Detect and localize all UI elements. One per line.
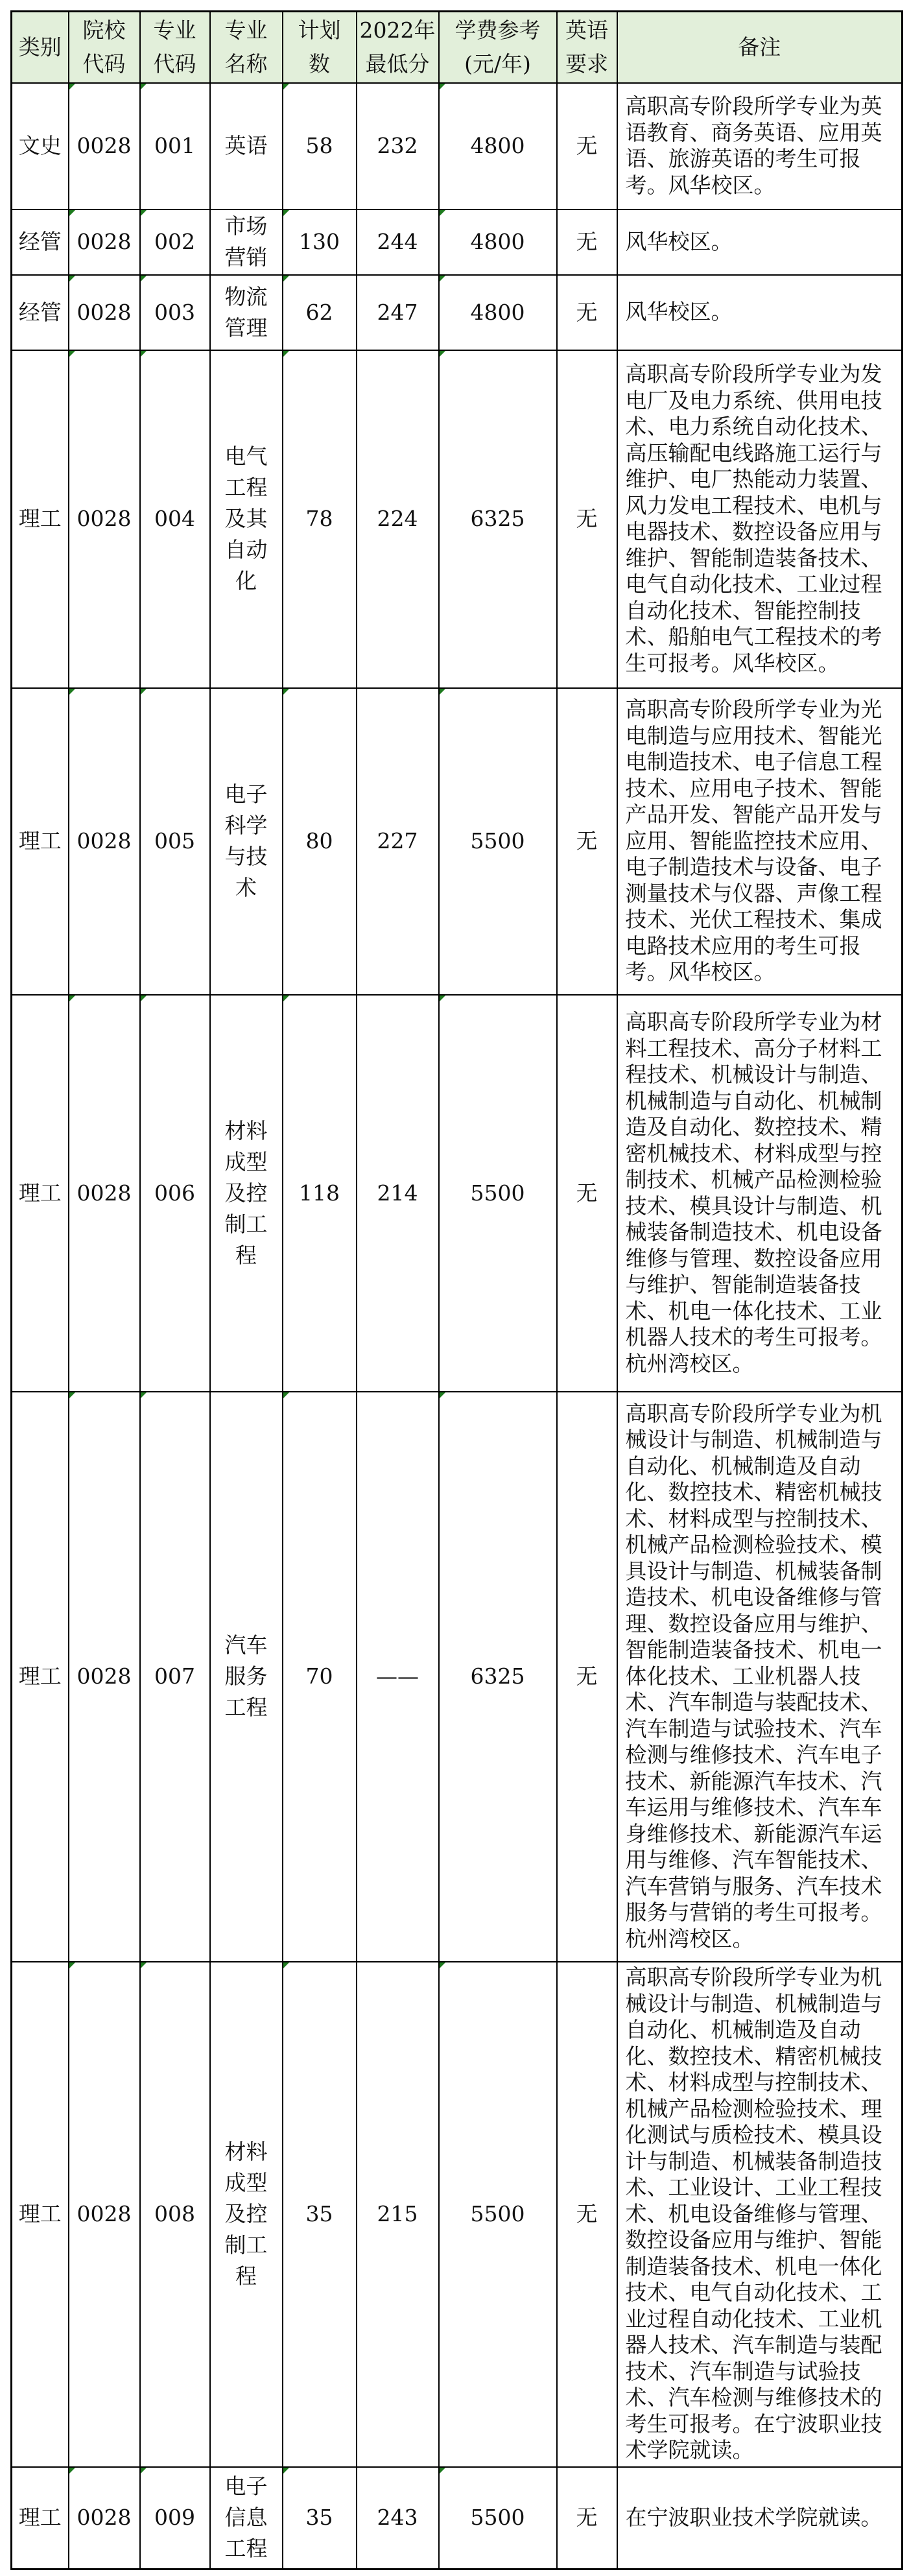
cell-min-score: 227 <box>357 688 439 995</box>
cell-major-code: 001 <box>140 83 210 209</box>
cell-major-code: 009 <box>140 2467 210 2570</box>
cell-tuition: 5500 <box>439 995 557 1392</box>
cell-school-code: 0028 <box>69 83 140 209</box>
cell-tuition: 6325 <box>439 350 557 688</box>
cell-english: 无 <box>557 2467 617 2570</box>
cell-min-score: 214 <box>357 995 439 1392</box>
header-text: 数 <box>309 51 330 77</box>
cell-note: 高职高专阶段所学专业为英语教育、商务英语、应用英语、旅游英语的考生可报考。风华校区。 <box>617 83 903 209</box>
cell-school-code: 0028 <box>69 995 140 1392</box>
cell-major-name: 市场营销 <box>210 209 283 275</box>
cell-major-name: 材料成型及控制工程 <box>210 1962 283 2467</box>
cell-category: 文史 <box>12 83 69 209</box>
cell-note: 在宁波职业技术学院就读。 <box>617 2467 903 2570</box>
cell-english: 无 <box>557 995 617 1392</box>
cell-plan: 70 <box>283 1392 357 1962</box>
cell-plan: 118 <box>283 995 357 1392</box>
cell-major-code: 002 <box>140 209 210 275</box>
cell-tuition: 5500 <box>439 688 557 995</box>
cell-min-score: 244 <box>357 209 439 275</box>
cell-major-name: 材料成型及控制工程 <box>210 995 283 1392</box>
cell-note: 高职高专阶段所学专业为材料工程技术、高分子材料工程技术、机械设计与制造、机械制造与自动化、机械制造及自动化、数控技术、精密机械技术、材料成型与控制技术、机械产品检测检验技术、模具设计与制造、机械装备制造技术、机电设备维修与管理、数控设备应用与维护、智能制造装备技术、机电一体化技术、工业机器人技术的考生可报考。杭州湾校区。 <box>617 995 903 1392</box>
header-text: 要求 <box>565 51 608 77</box>
cell-tuition: 4800 <box>439 275 557 350</box>
cell-category: 理工 <box>12 995 69 1392</box>
cell-min-score: 215 <box>357 1962 439 2467</box>
header-text: 英语 <box>565 17 608 43</box>
cell-min-score: 224 <box>357 350 439 688</box>
header-text: 院校 <box>82 17 126 43</box>
cell-english: 无 <box>557 83 617 209</box>
cell-tuition: 5500 <box>439 2467 557 2570</box>
cell-major-code: 007 <box>140 1392 210 1962</box>
cell-min-score: 243 <box>357 2467 439 2570</box>
admission-plan-table <box>10 10 903 2570</box>
header-note <box>617 12 903 83</box>
cell-plan: 58 <box>283 83 357 209</box>
cell-plan: 35 <box>283 1962 357 2467</box>
cell-major-code: 004 <box>140 350 210 688</box>
cell-note: 高职高专阶段所学专业为发电厂及电力系统、供用电技术、电力系统自动化技术、高压输配电线路施工运行与维护、电厂热能动力装置、风力发电工程技术、电机与电器技术、数控设备应用与维护、智能制造装备技术、电气自动化技术、工业过程自动化技术、智能控制技术、船舶电气工程技术的考生可报考。风华校区。 <box>617 350 903 688</box>
table-row <box>12 688 903 995</box>
cell-plan: 78 <box>283 350 357 688</box>
cell-category: 理工 <box>12 1392 69 1962</box>
header-english-requirement <box>557 12 617 83</box>
cell-english: 无 <box>557 1392 617 1962</box>
cell-note: 高职高专阶段所学专业为机械设计与制造、机械制造与自动化、机械制造及自动化、数控技术、精密机械技术、材料成型与控制技术、机械产品检测检验技术、理化测试与质检技术、模具设计与制造、机械装备制造技术、工业设计、工业工程技术、机电设备维修与管理、数控设备应用与维护、智能制造装备技术、机电一体化技术、电气自动化技术、工业过程自动化技术、工业机器人技术、汽车制造与装配技术、汽车制造与试验技术、汽车检测与维修技术的考生可报考。在宁波职业技术学院就读。 <box>617 1962 903 2467</box>
cell-school-code: 0028 <box>69 688 140 995</box>
cell-major-name: 英语 <box>210 83 283 209</box>
cell-note: 高职高专阶段所学专业为机械设计与制造、机械制造与自动化、机械制造及自动化、数控技术、精密机械技术、材料成型与控制技术、机械产品检测检验技术、模具设计与制造、机械装备制造技术、机电设备维修与管理、数控设备应用与维护、智能制造装备技术、机电一体化技术、工业机器人技术、汽车制造与装配技术、汽车制造与试验技术、汽车检测与维修技术、汽车电子技术、新能源汽车技术、汽车运用与维修技术、汽车车身维修技术、新能源汽车运用与维修、汽车智能技术、汽车营销与服务、汽车技术服务与营销的考生可报考。杭州湾校区。 <box>617 1392 903 1962</box>
cell-tuition: 5500 <box>439 1962 557 2467</box>
header-text: 备注 <box>738 34 781 60</box>
table-header-row <box>12 12 903 83</box>
cell-note: 风华校区。 <box>617 275 903 350</box>
cell-english: 无 <box>557 350 617 688</box>
table-row <box>12 1962 903 2467</box>
header-text: 名称 <box>224 51 268 77</box>
header-text: 代码 <box>82 51 126 77</box>
cell-category: 经管 <box>12 275 69 350</box>
cell-major-code: 003 <box>140 275 210 350</box>
cell-english: 无 <box>557 1962 617 2467</box>
header-text: (元/年) <box>464 51 531 77</box>
header-text: 类别 <box>18 34 62 60</box>
header-text: 最低分 <box>365 51 430 77</box>
cell-major-code: 005 <box>140 688 210 995</box>
cell-major-name: 电气工程及其自动化 <box>210 350 283 688</box>
table-row <box>12 350 903 688</box>
cell-plan: 35 <box>283 2467 357 2570</box>
cell-tuition: 6325 <box>439 1392 557 1962</box>
cell-school-code: 0028 <box>69 209 140 275</box>
cell-school-code: 0028 <box>69 350 140 688</box>
cell-min-score: —— <box>357 1392 439 1962</box>
cell-major-name: 物流管理 <box>210 275 283 350</box>
cell-plan: 80 <box>283 688 357 995</box>
cell-category: 理工 <box>12 2467 69 2570</box>
cell-note: 风华校区。 <box>617 209 903 275</box>
cell-category: 理工 <box>12 688 69 995</box>
cell-plan: 62 <box>283 275 357 350</box>
table-row <box>12 83 903 209</box>
cell-school-code: 0028 <box>69 275 140 350</box>
cell-note: 高职高专阶段所学专业为光电制造与应用技术、智能光电制造技术、电子信息工程技术、应用电子技术、智能产品开发、智能产品开发与应用、智能监控技术应用、电子制造技术与设备、电子测量技术与仪器、声像工程技术、光伏工程技术、集成电路技术应用的考生可报考。风华校区。 <box>617 688 903 995</box>
cell-english: 无 <box>557 209 617 275</box>
header-major-name <box>210 12 283 83</box>
header-school-code <box>69 12 140 83</box>
cell-plan: 130 <box>283 209 357 275</box>
cell-min-score: 232 <box>357 83 439 209</box>
cell-school-code: 0028 <box>69 1962 140 2467</box>
cell-major-name: 汽车服务工程 <box>210 1392 283 1962</box>
table-row <box>12 209 903 275</box>
header-text: 2022年 <box>359 17 436 43</box>
cell-english: 无 <box>557 275 617 350</box>
cell-min-score: 247 <box>357 275 439 350</box>
cell-tuition: 4800 <box>439 209 557 275</box>
cell-category: 理工 <box>12 1962 69 2467</box>
cell-major-name: 电子科学与技术 <box>210 688 283 995</box>
header-major-code <box>140 12 210 83</box>
cell-category: 经管 <box>12 209 69 275</box>
table-row <box>12 995 903 1392</box>
cell-major-name: 电子信息工程 <box>210 2467 283 2570</box>
cell-tuition: 4800 <box>439 83 557 209</box>
header-plan-count <box>283 12 357 83</box>
cell-english: 无 <box>557 688 617 995</box>
header-text: 代码 <box>153 51 196 77</box>
table-row <box>12 275 903 350</box>
header-tuition <box>439 12 557 83</box>
header-text: 专业 <box>153 17 196 43</box>
table-row <box>12 2467 903 2570</box>
header-text: 专业 <box>224 17 268 43</box>
header-text: 学费参考 <box>454 17 541 43</box>
cell-major-code: 006 <box>140 995 210 1392</box>
table-row <box>12 1392 903 1962</box>
header-min-score-2022 <box>357 12 439 83</box>
cell-major-code: 008 <box>140 1962 210 2467</box>
cell-category: 理工 <box>12 350 69 688</box>
header-text: 计划 <box>298 17 341 43</box>
header-category <box>12 12 69 83</box>
cell-school-code: 0028 <box>69 2467 140 2570</box>
cell-school-code: 0028 <box>69 1392 140 1962</box>
